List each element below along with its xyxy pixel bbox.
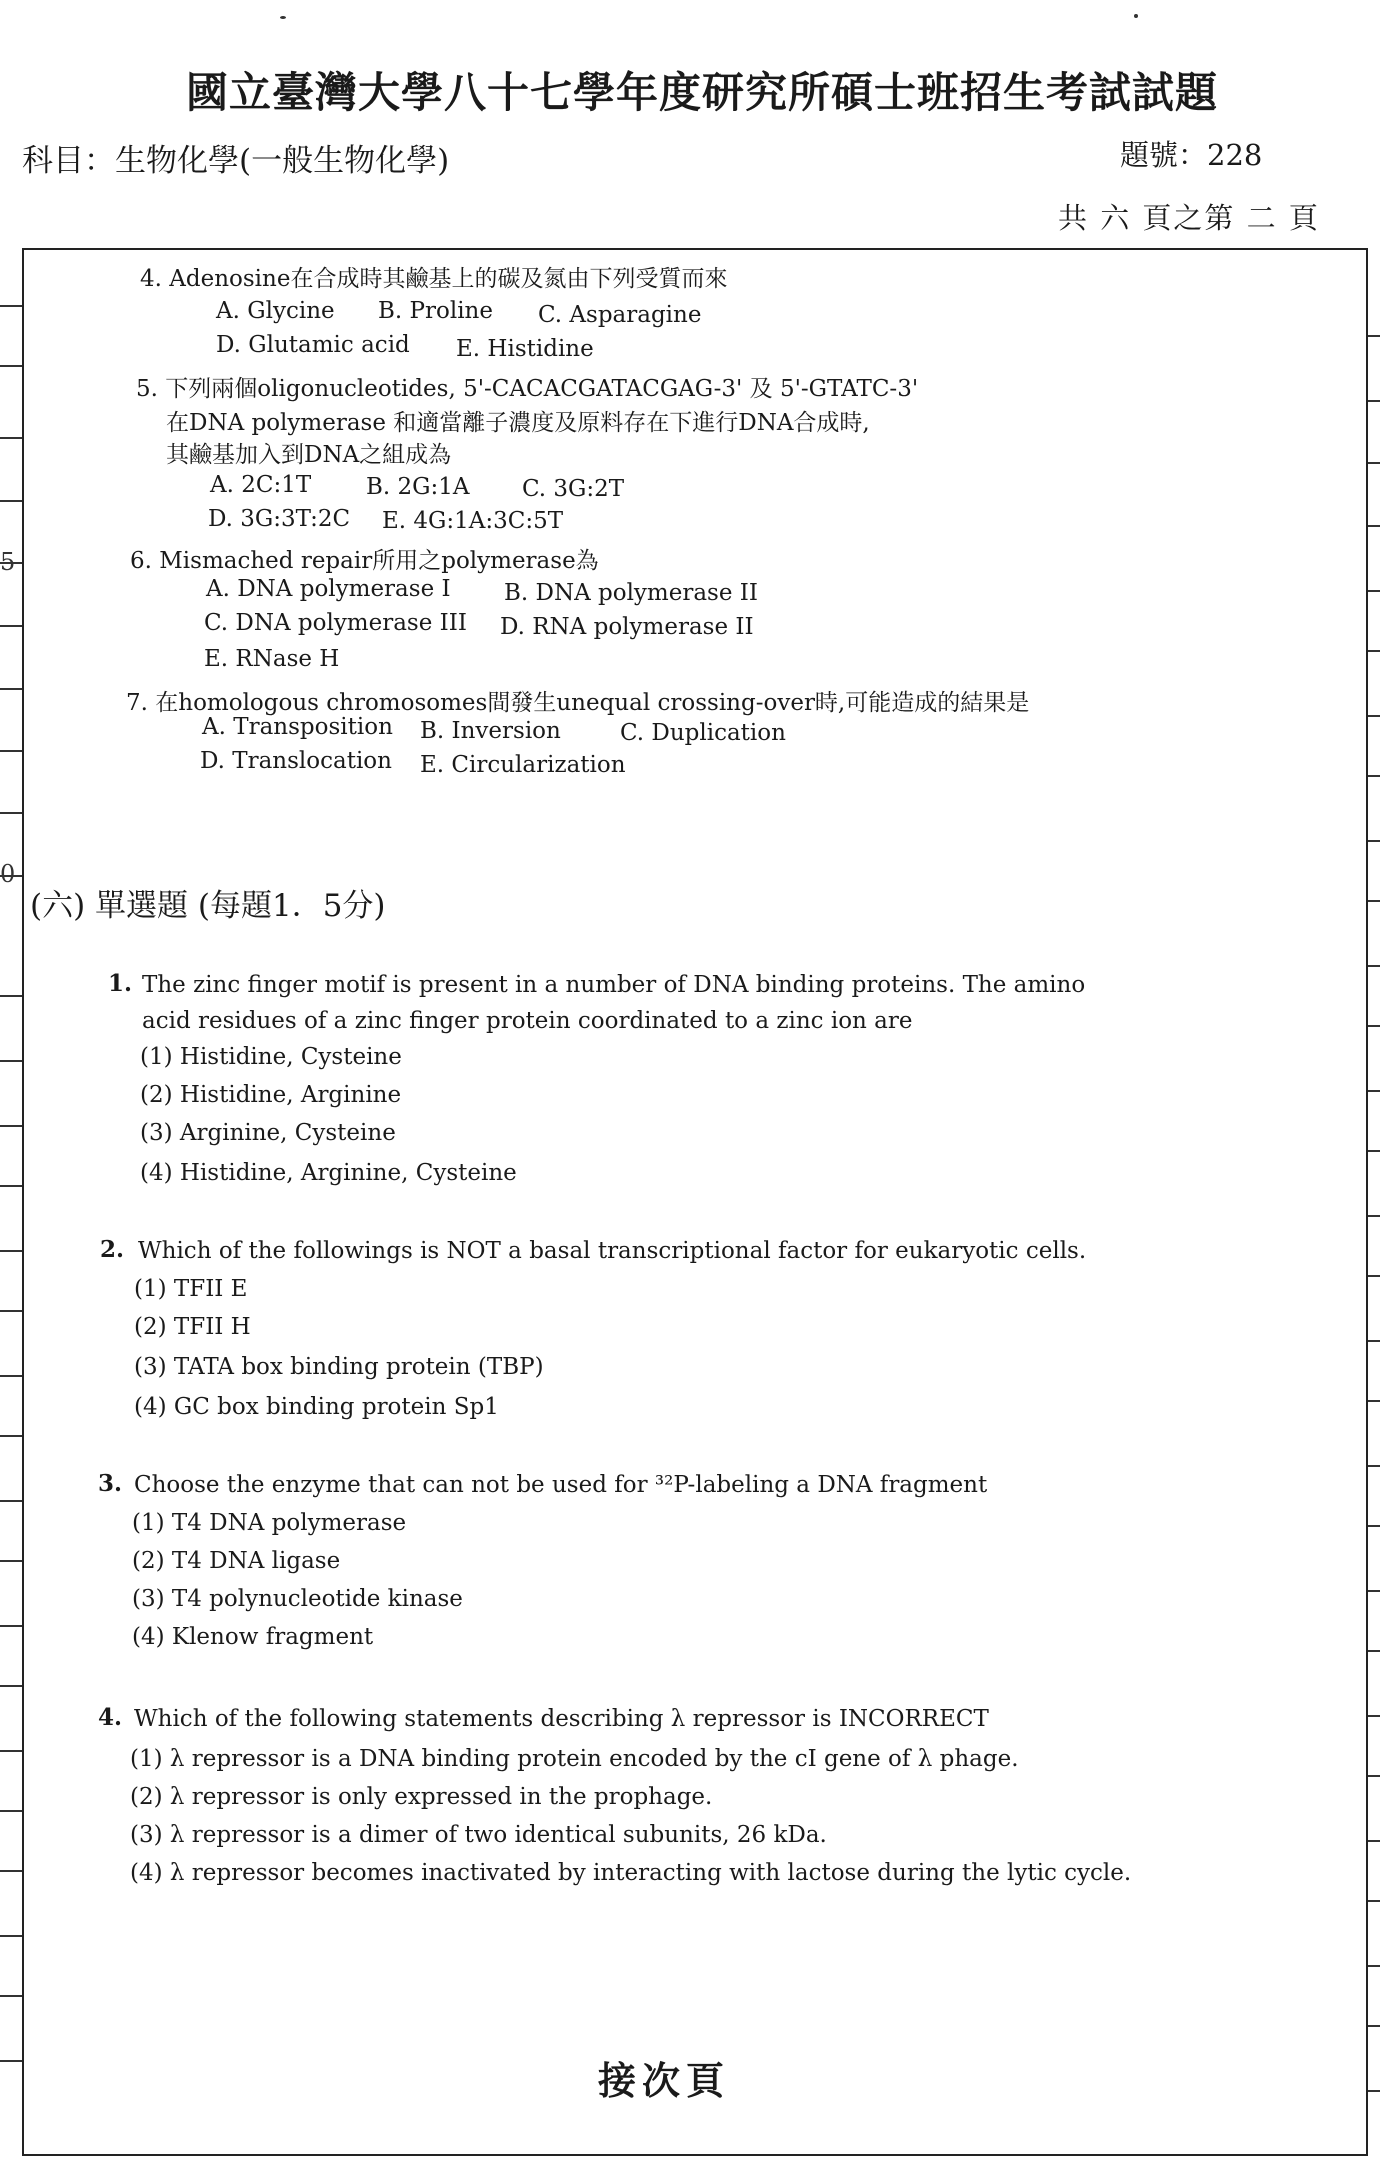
question-stem: Choose the enzyme that can not be used for ³²P-labeling a DNA fragment (134, 1472, 988, 1498)
question-number: 3. (98, 1470, 123, 1497)
option: A. Glycine (216, 298, 335, 324)
question-stem: Which of the following statements describing λ repressor is INCORRECT (134, 1706, 989, 1732)
option: (2) TFII H (134, 1314, 251, 1340)
option: D. RNA polymerase II (500, 614, 754, 640)
question-number: 4. (98, 1704, 123, 1731)
option: (4) GC box binding protein Sp1 (134, 1394, 499, 1420)
option: A. DNA polymerase I (206, 576, 451, 602)
option: (1) Histidine, Cysteine (140, 1044, 402, 1070)
scan-speck (1134, 14, 1138, 18)
option: (2) T4 DNA ligase (132, 1548, 341, 1574)
question-stem: 7. 在homologous chromosomes間發生unequal crossing-over時,可能造成的結果是 (126, 690, 1030, 716)
option: E. Circularization (420, 752, 626, 778)
margin-mark: 0 (0, 860, 16, 888)
option: C. DNA polymerase III (204, 610, 467, 636)
question-stem: 4. Adenosine在合成時其鹼基上的碳及氮由下列受質而來 (140, 266, 728, 292)
question-number: 1. (108, 970, 133, 997)
option: E. Histidine (456, 336, 594, 362)
option: C. Duplication (620, 720, 786, 746)
option: (1) TFII E (134, 1276, 248, 1302)
question-stem: Which of the followings is NOT a basal transcriptional factor for eukaryotic cells. (138, 1238, 1087, 1264)
option: (1) λ repressor is a DNA binding protein encoded by the cI gene of λ phage. (130, 1746, 1019, 1772)
option: (2) λ repressor is only expressed in the prophage. (130, 1784, 713, 1810)
subject-line: 科目：生物化學(一般生物化學) (22, 143, 450, 179)
option: A. 2C:1T (210, 472, 312, 498)
option: (4) Histidine, Arginine, Cysteine (140, 1160, 517, 1186)
scan-speck (280, 16, 286, 19)
option: (1) T4 DNA polymerase (132, 1510, 407, 1536)
question-stem-line: acid residues of a zinc finger protein coordinated to a zinc ion are (142, 1008, 913, 1034)
option: D. Translocation (200, 748, 392, 774)
section-heading: (六) 單選題 (每題1．5分) (30, 888, 386, 924)
option: C. Asparagine (538, 302, 702, 328)
option: E. RNase H (204, 646, 340, 672)
question-number: 2. (100, 1236, 125, 1263)
exam-title: 國立臺灣大學八十七學年度研究所碩士班招生考試試題 (186, 68, 1219, 117)
option: (3) TATA box binding protein (TBP) (134, 1354, 544, 1380)
question-stem: The zinc finger motif is present in a number of DNA binding proteins. The amino (142, 972, 1086, 998)
option: (3) Arginine, Cysteine (140, 1120, 396, 1146)
option: (3) T4 polynucleotide kinase (132, 1586, 463, 1612)
option: (3) λ repressor is a dimer of two identical subunits, 26 kDa. (130, 1822, 827, 1848)
option: B. DNA polymerase II (504, 580, 758, 606)
option: A. Transposition (202, 714, 393, 740)
continue-next-page: 接次頁 (598, 2058, 731, 2103)
question-code: 題號：228 (1120, 138, 1263, 172)
question-stem: 6. Mismached repair所用之polymerase為 (130, 548, 599, 574)
option: B. Proline (378, 298, 493, 324)
option: D. Glutamic acid (216, 332, 410, 358)
option: B. Inversion (420, 718, 561, 744)
option: (4) Klenow fragment (132, 1624, 374, 1650)
question-stem-line: 在DNA polymerase 和適當離子濃度及原料存在下進行DNA合成時, (166, 410, 870, 436)
option: (4) λ repressor becomes inactivated by interacting with lactose during the lytic cycle. (130, 1860, 1132, 1886)
page-indicator: 共 六 頁之第 二 頁 (1058, 201, 1320, 235)
question-stem: 5. 下列兩個oligonucleotides, 5'-CACACGATACGAG-3' 及 5'-GTATC-3' (136, 376, 919, 402)
option: (2) Histidine, Arginine (140, 1082, 402, 1108)
option: E. 4G:1A:3C:5T (382, 508, 564, 534)
option: C. 3G:2T (522, 476, 625, 502)
margin-mark: 5 (0, 548, 16, 576)
question-stem-line: 其鹼基加入到DNA之組成為 (166, 442, 452, 468)
option: B. 2G:1A (366, 474, 470, 500)
option: D. 3G:3T:2C (208, 506, 351, 532)
